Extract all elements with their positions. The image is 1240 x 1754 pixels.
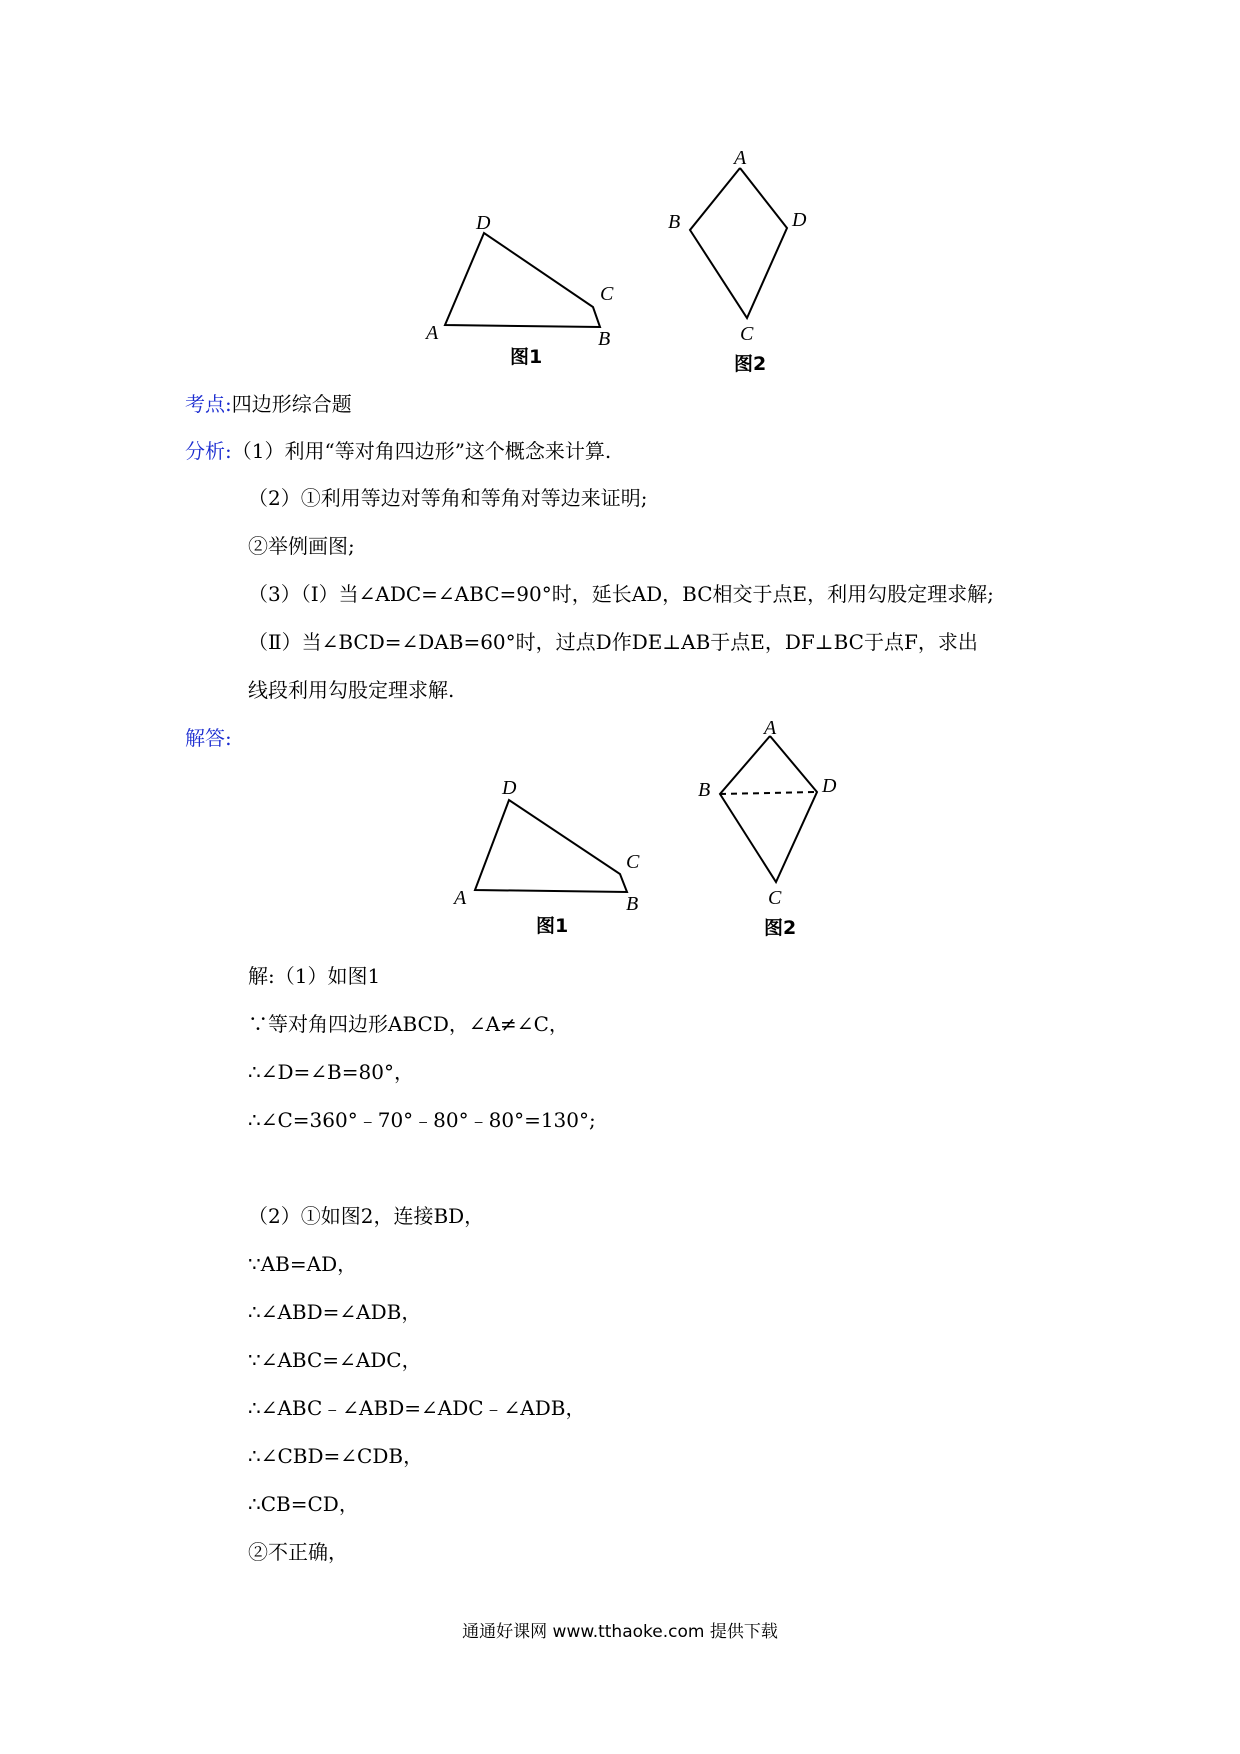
point-label-d: D — [792, 209, 807, 231]
figure-caption: 图1 — [536, 915, 569, 937]
solution-line-5: （2）①如图2，连接BD， — [248, 1204, 485, 1228]
solution-line-4: ∴∠C=360°﹣70°﹣80°﹣80°=130°; — [248, 1108, 596, 1132]
kaodian-line — [185, 390, 352, 418]
fenxi-line-1 — [185, 437, 611, 465]
point-label-a: A — [426, 322, 439, 344]
kite-outline — [720, 736, 817, 882]
point-label-c: C — [600, 283, 614, 305]
figure-caption: 图2 — [734, 353, 767, 375]
fenxi-line-5: （Ⅱ）当∠BCD=∠DAB=60°时，过点D作DE⊥AB于点E，DF⊥BC于点F，求出 — [248, 630, 978, 654]
fenxi-line-3: ②举例画图; — [248, 534, 355, 558]
solution-line-3: ∴∠D=∠B=80°， — [248, 1060, 414, 1084]
solution-line-2: ∵等对角四边形ABCD，∠A≠∠C， — [248, 1012, 569, 1036]
figure-top-2 — [660, 150, 830, 380]
point-label-d: D — [476, 212, 491, 234]
fenxi-label: 分析: — [185, 439, 232, 463]
point-label-c: C — [740, 323, 754, 345]
point-label-b: B — [626, 893, 639, 915]
solution-line-6: ∵AB=AD， — [248, 1252, 358, 1276]
point-label-d: D — [502, 777, 517, 799]
point-label-b: B — [698, 779, 711, 801]
point-label-a: A — [764, 720, 777, 739]
figure-top-1 — [420, 205, 620, 380]
solution-line-9: ∴∠ABC﹣∠ABD=∠ADC﹣∠ADB， — [248, 1396, 586, 1420]
diagonal-bd-dashed — [720, 792, 817, 794]
fenxi-line-4: （3）（Ⅰ）当∠ADC=∠ABC=90°时，延长AD，BC相交于点E，利用勾股定理求解; — [248, 582, 994, 606]
fenxi-line-6: 线段利用勾股定理求解. — [248, 678, 455, 702]
solution-line-11: ∴CB=CD， — [248, 1492, 359, 1516]
point-label-a: A — [454, 887, 467, 909]
figure-bottom-1 — [450, 770, 650, 945]
point-label-c: C — [768, 887, 782, 909]
fenxi-line-2: （2）①利用等边对等角和等角对等边来证明; — [248, 486, 648, 510]
kite-outline — [690, 168, 787, 318]
fenxi-text-1: （1）利用“等对角四边形”这个概念来计算. — [231, 439, 612, 463]
point-label-b: B — [668, 211, 681, 233]
jieda-label: 解答: — [185, 726, 232, 750]
solution-line-12: ②不正确， — [248, 1540, 348, 1564]
figure-caption: 图1 — [510, 346, 543, 368]
point-label-a: A — [734, 150, 747, 169]
figure-caption: 图2 — [764, 917, 797, 939]
solution-line-7: ∴∠ABD=∠ADB， — [248, 1300, 422, 1324]
solution-line-8: ∵∠ABC=∠ADC， — [248, 1348, 422, 1372]
solution-line-1: 解:（1）如图1 — [248, 964, 381, 988]
kaodian-text: 四边形综合题 — [231, 392, 352, 416]
quadrilateral-shape — [445, 233, 600, 327]
quadrilateral-shape — [475, 800, 627, 892]
page-footer: 通通好课网 www.tthaoke.com 提供下载 — [462, 1622, 778, 1642]
figure-bottom-2 — [690, 720, 860, 950]
point-label-d: D — [822, 775, 837, 797]
point-label-b: B — [598, 328, 611, 350]
point-label-c: C — [626, 851, 640, 873]
kaodian-label: 考点: — [185, 392, 232, 416]
solution-line-10: ∴∠CBD=∠CDB， — [248, 1444, 424, 1468]
jieda-line — [185, 724, 232, 752]
